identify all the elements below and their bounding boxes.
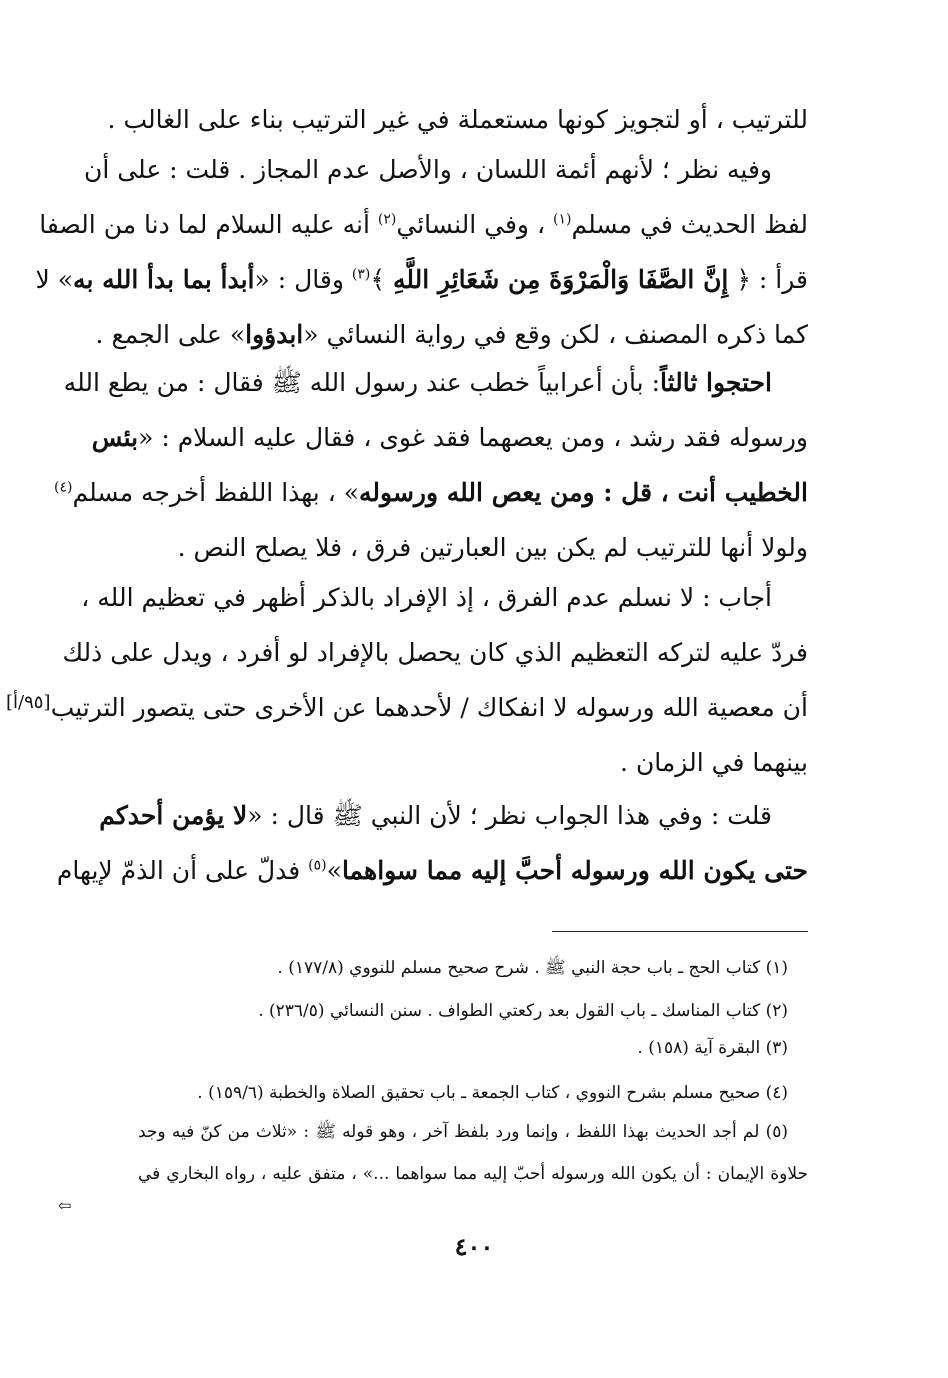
text: فردّ عليه لتركه التعظيم الذي كان يحصل بالإفراد لو أفرد ، ويدل على ذلك — [62, 638, 808, 667]
footnote-ref-1[interactable]: (١) — [552, 211, 572, 228]
continue-arrow-icon: ⇦ — [58, 1196, 72, 1215]
text: للترتيب ، أو لتجويز كونها مستعملة في غير الترتيب بناء على الغالب . — [107, 105, 808, 134]
body-line-3 — [39, 197, 808, 253]
hadith-text: ابدؤوا — [245, 320, 304, 349]
footnote-1: (١) كتاب الحج ـ باب حجة النبي ﷺ . شرح صحيح مسلم للنووي (١٧٧/٨) . — [277, 958, 788, 978]
text: قرأ : ﴿ — [728, 265, 808, 294]
page-number: ٤٠٠ — [454, 1232, 494, 1261]
text: كما ذكره المصنف ، لكن وقع في رواية النسائي « — [303, 320, 808, 349]
body-line-14 — [99, 788, 808, 844]
footnote-ref-3[interactable]: (٣) — [351, 266, 371, 283]
text: ، وفي النسائي — [396, 210, 553, 239]
text: أنه عليه السلام لما دنا من الصفا — [39, 210, 378, 239]
footnote-5: (٥) لم أجد الحديث بهذا اللفظ ، وإنما ورد بلفظ آخر ، وهو قوله ﷺ : «ثلاث من كنّ فيه وجد — [138, 1122, 788, 1142]
text: أن معصية الله ورسوله لا انفكاك / لأحدهما عن الأخرى حتى يتصور الترتيب — [50, 693, 808, 722]
body-line-1 — [107, 92, 808, 148]
text: : بأن أعرابياً خطب عند رسول الله ﷺ فقال : من يطع الله — [63, 368, 660, 397]
text: لفظ الحديث في مسلم — [571, 210, 808, 239]
text: » ، بهذا اللفظ أخرجه مسلم — [72, 478, 360, 507]
footnote-3: (٣) البقرة آية (١٥٨) . — [637, 1038, 788, 1058]
body-line-10 — [81, 570, 808, 626]
body-line-12 — [50, 680, 808, 736]
text: » — [326, 856, 342, 885]
section-heading: احتجوا ثالثاً — [660, 368, 772, 397]
footnote-ref-4[interactable]: (٤) — [54, 479, 73, 496]
text: ﴾ — [370, 265, 393, 294]
quran-verse: إِنَّ الصَّفَا وَالْمَرْوَةَ مِن شَعَائِرِ اللَّهِ — [392, 265, 729, 294]
text: بينهما في الزمان . — [620, 748, 808, 777]
body-line-13 — [138, 735, 808, 791]
text: ورسوله فقد رشد ، ومن يعصهما فقد غوى ، فقال عليه السلام : « — [138, 423, 808, 452]
body-line-11 — [62, 625, 808, 681]
footnote-ref-2[interactable]: (٢) — [377, 211, 397, 228]
manuscript-folio-marker: [٩٥/أ] — [6, 692, 51, 713]
footnote-2: (٢) كتاب المناسك ـ باب القول بعد ركعتي الطواف . سنن النسائي (٢٣٦/٥) . — [258, 1001, 788, 1021]
hadith-text: الخطيب أنت ، قل : ومن يعص الله ورسوله — [359, 478, 808, 507]
hadith-text: بئس — [91, 423, 139, 452]
footnote-separator — [552, 931, 808, 932]
footnote-5-continued: حلاوة الإيمان : أن يكون الله ورسوله أحبّ إليه مما سواهما ...» ، متفق عليه ، رواه البخاري في — [138, 1164, 808, 1184]
hadith-text: أبدأ بما بدأ الله به — [73, 265, 255, 294]
hadith-text: لا يؤمن أحدكم — [99, 801, 248, 830]
text: أجاب : لا نسلم عدم الفرق ، إذ الإفراد بالذكر أظهر في تعظيم الله ، — [81, 583, 772, 612]
body-line-2 — [83, 142, 808, 198]
body-line-8 — [54, 465, 808, 521]
footnote-ref-5[interactable]: (٥) — [308, 857, 327, 874]
hadith-text: حتى يكون الله ورسوله أحبَّ إليه مما سواهما — [341, 856, 808, 885]
text: ولولا أنها للترتيب لم يكن بين العبارتين فرق ، فلا يصلح النص . — [177, 533, 808, 562]
body-line-4 — [35, 252, 808, 308]
body-line-9 — [138, 520, 808, 576]
text: وقال : « — [254, 265, 352, 294]
footnote-4: (٤) صحيح مسلم بشرح النووي ، كتاب الجمعة ـ باب تحقيق الصلاة والخطبة (١٥٩/٦) . — [197, 1083, 788, 1103]
text: وفيه نظر ؛ لأنهم أئمة اللسان ، والأصل عدم المجاز . قلت : على أن — [83, 155, 772, 184]
body-line-6 — [63, 355, 808, 411]
text: فدلّ على أن الذمّ لإيهام — [56, 856, 309, 885]
body-line-15 — [56, 843, 808, 899]
text: » على الجمع . — [95, 320, 246, 349]
text: قلت : وفي هذا الجواب نظر ؛ لأن النبي ﷺ قال : « — [247, 801, 772, 830]
body-line-7 — [91, 410, 808, 466]
text: » لا — [35, 265, 74, 294]
